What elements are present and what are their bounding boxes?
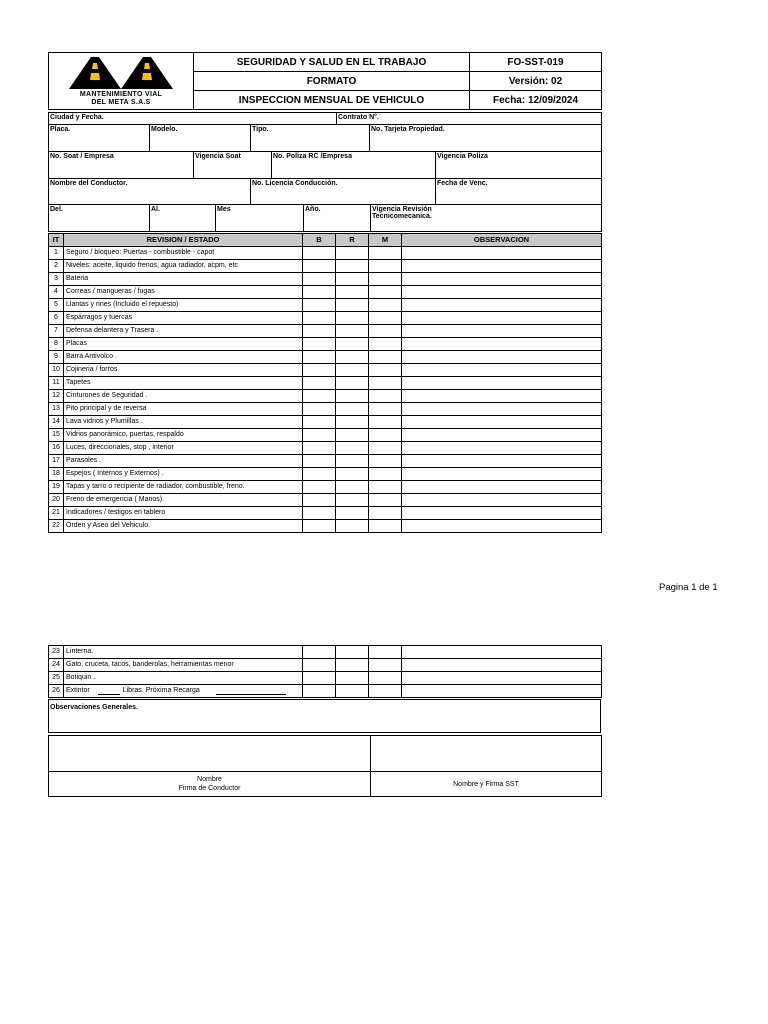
table-row [49,481,602,494]
item-description: Correas / mangueras / fugas [64,286,303,299]
observation-cell[interactable] [402,247,602,260]
observation-cell[interactable] [402,364,602,377]
extintor-label: Extintor [66,687,90,694]
vigencia-revision-field[interactable] [371,205,602,232]
check-b[interactable] [303,520,336,533]
company-name-line1: MANTENIMIENTO VIAL [79,91,163,98]
table-row [49,377,602,390]
firma-conductor-text: Firma de Conductor [178,785,241,792]
check-b[interactable] [303,351,336,364]
extintor-libras-blank[interactable] [98,686,120,695]
item-description: Placas [64,338,303,351]
col-header-revision: REVISION / ESTADO [64,234,303,247]
item-number: 4 [49,286,64,299]
anio-field[interactable]: Año. [304,205,371,232]
check-b[interactable] [303,338,336,351]
check-b[interactable] [303,416,336,429]
table-row [49,325,602,338]
item-number: 12 [49,390,64,403]
check-b[interactable] [303,646,336,659]
check-r[interactable] [336,494,369,507]
item-number: 17 [49,455,64,468]
check-m[interactable] [369,481,402,494]
check-b[interactable] [303,494,336,507]
observation-cell[interactable] [402,377,602,390]
observation-cell[interactable] [402,403,602,416]
check-m[interactable] [369,685,402,698]
item-number: 7 [49,325,64,338]
table-row [49,351,602,364]
vigencia-poliza-field[interactable]: Vigencia Poliza [436,152,602,179]
item-description: Cinturones de Seguridad . [64,390,303,403]
vigencia-revision-label-2: Tecnicomecanica. [372,213,432,220]
col-header-b: B [303,234,336,247]
check-m[interactable] [369,672,402,685]
check-r[interactable] [336,507,369,520]
form-date: Fecha: 12/09/2024 [470,91,602,110]
info-row-driver [48,178,602,205]
inspection-table-continued [48,645,602,698]
item-number: 23 [49,646,64,659]
header-title-inspeccion: INSPECCION MENSUAL DE VEHICULO [194,91,470,110]
observation-cell[interactable] [402,520,602,533]
check-r[interactable] [336,659,369,672]
signature-block [48,735,602,797]
check-b[interactable] [303,507,336,520]
company-logo [49,53,194,110]
check-r[interactable] [336,520,369,533]
check-m[interactable] [369,273,402,286]
check-r[interactable] [336,338,369,351]
observation-cell[interactable] [402,429,602,442]
company-name-line2: DEL META S.A.S [91,99,151,106]
check-r[interactable] [336,325,369,338]
observation-cell[interactable] [402,507,602,520]
check-m[interactable] [369,325,402,338]
licencia-field[interactable]: No. Licencia Conducción. [251,179,436,205]
item-number: 21 [49,507,64,520]
check-b[interactable] [303,672,336,685]
header-title-formato: FORMATO [194,72,470,91]
firma-conductor-space[interactable] [49,736,371,772]
table-row [49,672,602,685]
check-r[interactable] [336,390,369,403]
check-m[interactable] [369,390,402,403]
item-number: 16 [49,442,64,455]
observation-cell[interactable] [402,659,602,672]
item-description: Linterna. [64,646,303,659]
tipo-field[interactable]: Tipo. [251,125,370,152]
item-number: 24 [49,659,64,672]
form-code: FO-SST-019 [470,53,602,72]
extintor-recarga-label: Libras. Próxima Recarga [122,687,200,694]
info-row-period [48,204,602,232]
observation-cell[interactable] [402,286,602,299]
table-row [49,299,602,312]
item-description: Gato, cruceta, tacos, banderolas, herramientas menor [64,659,303,672]
check-b[interactable] [303,273,336,286]
item-description: Botiquin . [64,672,303,685]
check-r[interactable] [336,685,369,698]
observation-cell[interactable] [402,390,602,403]
check-m[interactable] [369,468,402,481]
check-b[interactable] [303,468,336,481]
item-description: Vidrios panorámico, puertas, respaldo [64,429,303,442]
observation-cell[interactable] [402,685,602,698]
table-row [49,260,602,273]
item-description: Tapetes [64,377,303,390]
item-number: 13 [49,403,64,416]
check-m[interactable] [369,659,402,672]
observaciones-generales-field[interactable] [48,699,601,733]
info-row-insurance [48,151,602,179]
check-m[interactable] [369,429,402,442]
check-b[interactable] [303,325,336,338]
contrato-field[interactable]: Contrato N°. [337,113,602,125]
check-m[interactable] [369,455,402,468]
table-row [49,416,602,429]
col-header-m: M [369,234,402,247]
item-number: 2 [49,260,64,273]
check-m[interactable] [369,247,402,260]
table-row [49,247,602,260]
table-row [49,286,602,299]
item-number: 10 [49,364,64,377]
check-m[interactable] [369,351,402,364]
check-b[interactable] [303,312,336,325]
check-m[interactable] [369,286,402,299]
check-b[interactable] [303,659,336,672]
check-r[interactable] [336,247,369,260]
check-m[interactable] [369,494,402,507]
observation-cell[interactable] [402,455,602,468]
item-description: Seguro / bloqueo: Puertas - combustible - capot [64,247,303,260]
firma-conductor-label [49,772,371,797]
check-r[interactable] [336,273,369,286]
check-m[interactable] [369,260,402,273]
table-row [49,520,602,533]
check-b[interactable] [303,685,336,698]
vigencia-revision-label-1: Vigencia Revisión [372,206,432,213]
check-r[interactable] [336,377,369,390]
item-description: Lava vidrios y Plumillas . [64,416,303,429]
observation-cell[interactable] [402,494,602,507]
observation-cell[interactable] [402,299,602,312]
check-m[interactable] [369,338,402,351]
col-header-it: IT [49,234,64,247]
item-description: Llantas y rines (Incluido el repuesto) [64,299,303,312]
table-row [49,429,602,442]
item-description: Espárragos y tuercas [64,312,303,325]
table-row-extintor [49,685,602,698]
extintor-description[interactable] [64,685,303,698]
extintor-recarga-blank[interactable] [216,686,286,695]
item-number: 26 [49,685,64,698]
item-description: Espejos ( Internos y Externos) . [64,468,303,481]
table-header-row [49,234,602,247]
item-number: 22 [49,520,64,533]
check-m[interactable] [369,442,402,455]
observation-cell[interactable] [402,338,602,351]
table-row [49,659,602,672]
item-description: Tapas y tarro o recipiente de radiador, combustible, freno. [64,481,303,494]
check-b[interactable] [303,364,336,377]
check-r[interactable] [336,299,369,312]
check-b[interactable] [303,442,336,455]
item-description: Defensa delantera y Trasera . [64,325,303,338]
check-r[interactable] [336,403,369,416]
item-description: Bateria [64,273,303,286]
check-r[interactable] [336,364,369,377]
check-r[interactable] [336,286,369,299]
check-r[interactable] [336,312,369,325]
table-row [49,390,602,403]
item-number: 15 [49,429,64,442]
check-m[interactable] [369,312,402,325]
check-r[interactable] [336,429,369,442]
observation-cell[interactable] [402,312,602,325]
check-m[interactable] [369,364,402,377]
item-number: 14 [49,416,64,429]
firma-sst-space[interactable] [371,736,602,772]
observation-cell[interactable] [402,416,602,429]
check-m[interactable] [369,403,402,416]
check-b[interactable] [303,429,336,442]
table-row [49,507,602,520]
item-number: 3 [49,273,64,286]
item-description: Indicadores / testigos en tablero [64,507,303,520]
soat-field[interactable]: No. Soat / Empresa [49,152,194,179]
info-row-vehicle [48,124,602,152]
check-r[interactable] [336,442,369,455]
check-b[interactable] [303,299,336,312]
check-r[interactable] [336,481,369,494]
item-description: Parasoles . [64,455,303,468]
page-number: Pagina 1 de 1 [659,582,718,593]
item-description: Barra Antivolco . [64,351,303,364]
check-b[interactable] [303,286,336,299]
nombre-label: Nombre [197,776,222,783]
observation-cell[interactable] [402,260,602,273]
observation-cell[interactable] [402,468,602,481]
item-number: 1 [49,247,64,260]
observation-cell[interactable] [402,273,602,286]
item-number: 19 [49,481,64,494]
conductor-field[interactable]: Nombre del Conductor. [49,179,251,205]
header-title-sst: SEGURIDAD Y SALUD EN EL TRABAJO [194,53,470,72]
observation-cell[interactable] [402,481,602,494]
mes-field[interactable]: Mes [216,205,304,232]
check-b[interactable] [303,247,336,260]
check-m[interactable] [369,299,402,312]
col-header-r: R [336,234,369,247]
item-number: 6 [49,312,64,325]
tarjeta-propiedad-field[interactable]: No. Tarjeta Propiedad. [370,125,602,152]
check-r[interactable] [336,672,369,685]
check-r[interactable] [336,416,369,429]
check-r[interactable] [336,646,369,659]
observaciones-label: Observaciones Generales. [50,704,138,711]
col-header-observacion: OBSERVACION [402,234,602,247]
item-number: 18 [49,468,64,481]
table-row [49,494,602,507]
del-field[interactable]: Del. [49,205,150,232]
item-number: 9 [49,351,64,364]
item-description: Freno de emergencia ( Manos). [64,494,303,507]
observation-cell[interactable] [402,646,602,659]
check-b[interactable] [303,455,336,468]
firma-sst-label: Nombre y Firma SST [371,772,602,797]
check-m[interactable] [369,646,402,659]
item-description: Niveles: aceite, liquido frenos, agua radiador, acpm, etc [64,260,303,273]
inspection-table [48,233,602,533]
check-b[interactable] [303,377,336,390]
check-b[interactable] [303,260,336,273]
check-m[interactable] [369,416,402,429]
modelo-field[interactable]: Modelo. [150,125,251,152]
check-b[interactable] [303,481,336,494]
table-row [49,455,602,468]
check-r[interactable] [336,351,369,364]
table-row [49,646,602,659]
fecha-venc-field[interactable]: Fecha de Venc. [436,179,602,205]
table-row [49,364,602,377]
poliza-field[interactable]: No. Poliza RC /Empresa [272,152,436,179]
al-field[interactable]: Al. [150,205,216,232]
placa-field[interactable]: Placa. [49,125,150,152]
item-number: 8 [49,338,64,351]
check-m[interactable] [369,520,402,533]
check-r[interactable] [336,260,369,273]
item-description: Cojineria / forros [64,364,303,377]
ciudad-fecha-field[interactable]: Ciudad y Fecha. [49,113,337,125]
check-b[interactable] [303,390,336,403]
table-row [49,442,602,455]
item-number: 5 [49,299,64,312]
table-row [49,312,602,325]
document-header [48,52,602,110]
check-b[interactable] [303,403,336,416]
item-number: 20 [49,494,64,507]
item-description: Pito principal y de reversa [64,403,303,416]
observation-cell[interactable] [402,442,602,455]
table-row [49,468,602,481]
observation-cell[interactable] [402,351,602,364]
vigencia-soat-field[interactable]: Vigencia Soat [194,152,272,179]
check-m[interactable] [369,507,402,520]
table-row [49,273,602,286]
check-m[interactable] [369,377,402,390]
item-description: Luces, direccionales, stop , interior [64,442,303,455]
item-number: 25 [49,672,64,685]
check-r[interactable] [336,468,369,481]
observation-cell[interactable] [402,325,602,338]
item-description: Orden y Aseo del Vehiculo. [64,520,303,533]
road-logo-icon [61,55,181,91]
item-number: 11 [49,377,64,390]
table-row [49,338,602,351]
table-row [49,403,602,416]
check-r[interactable] [336,455,369,468]
form-version: Versión: 02 [470,72,602,91]
observation-cell[interactable] [402,672,602,685]
